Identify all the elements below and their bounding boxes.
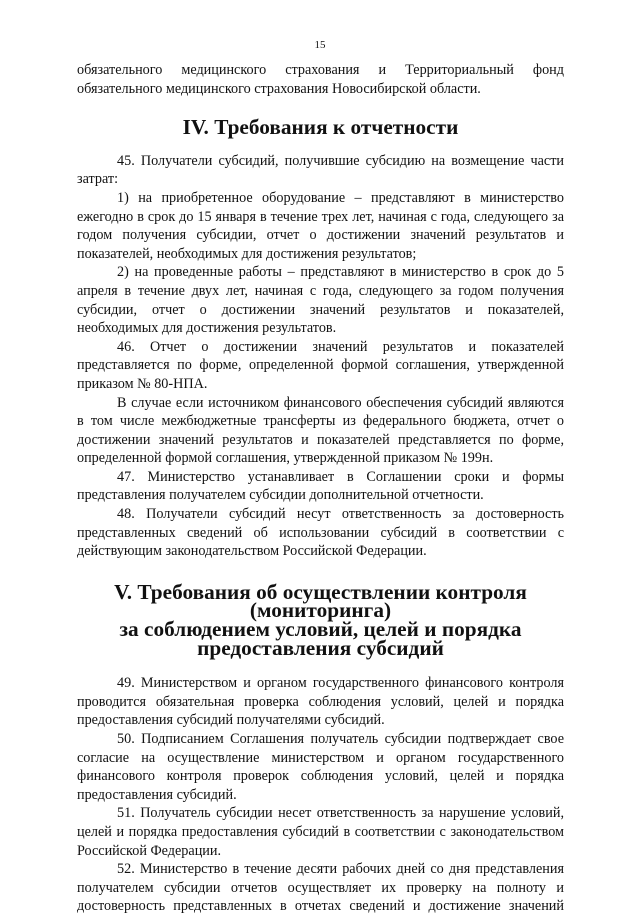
paragraph-46-note: В случае если источником финансового обеспечения субсидий являются в том числе межбюджетные трансферты из федерального бюджета, отчет о достижении значений результатов и показателей представляется по форме, определенной формой соглашения, утвержденной приказом № 199н.	[77, 394, 564, 467]
document-body	[77, 61, 564, 916]
page-number: 15	[314, 39, 326, 51]
paragraph-45: 45. Получатели субсидий, получившие субсидию на возмещение части затрат:	[77, 152, 564, 188]
section-4-heading: IV. Требования к отчетности	[182, 115, 459, 140]
paragraph-51: 51. Получатель субсидии несет ответственность за нарушение условий, целей и порядка предоставления субсидий в соответствии с законодательством Российской Федерации.	[77, 805, 564, 859]
paragraph-45-item-2: 2) на проведенные работы – представляют в министерство в срок до 5 апреля в течение двух лет, начиная с года, следующего за годом получения субсидии, отчет о достижении значений результатов и показателей, необходимых для достижения результатов.	[77, 264, 564, 337]
paragraph-49: 49. Министерством и органом государственного финансового контроля проводится обязательная проверка соблюдения условий, целей и порядка предоставления субсидий получателями субсидий.	[77, 675, 564, 729]
intro-line-2: обязательного медицинского страхования Новосибирской области.	[77, 80, 481, 97]
paragraph-50: 50. Подписанием Соглашения получатель субсидии подтверждает свое согласие на осуществление министерством и органом государственного финансового контроля проверок соблюдения условий, целей и порядка предоставления субсидий.	[77, 731, 564, 803]
paragraph-48: 48. Получатели субсидий несут ответственность за достоверность представленных сведений об использовании субсидий в соответствии с действующим законодательством Российской Федерации.	[77, 506, 564, 560]
section-5-heading-line-2: за соблюдением условий, целей и порядка предоставления субсидий	[119, 617, 522, 660]
intro-line-1: обязательного медицинского страхования и Территориальный фонд	[77, 62, 564, 78]
paragraph-47: 47. Министерство устанавливает в Соглашении сроки и формы представления получателем субсидии дополнительной отчетности.	[77, 468, 564, 504]
paragraph-52: 52. Министерство в течение десяти рабочих дней со дня представления получателем субсидии отчетов осуществляет их проверку на полноту и достоверность представленных в отчетах сведений и достижение значений	[77, 861, 564, 915]
section-5-heading-line-1: V. Требования об осуществлении контроля (мониторинга)	[114, 579, 527, 623]
paragraph-46: 46. Отчет о достижении значений результатов и показателей представляется по форме, определенной формой соглашения, утвержденной приказом № 80-НПА.	[77, 338, 564, 392]
paragraph-45-item-1: 1) на приобретенное оборудование – представляют в министерство ежегодно в срок до 15 января в течение трех лет, начиная с года, следующего за годом получения субсидии, отчет о достижении значений результатов и показателей, необходимых для достижения результатов;	[77, 189, 564, 262]
